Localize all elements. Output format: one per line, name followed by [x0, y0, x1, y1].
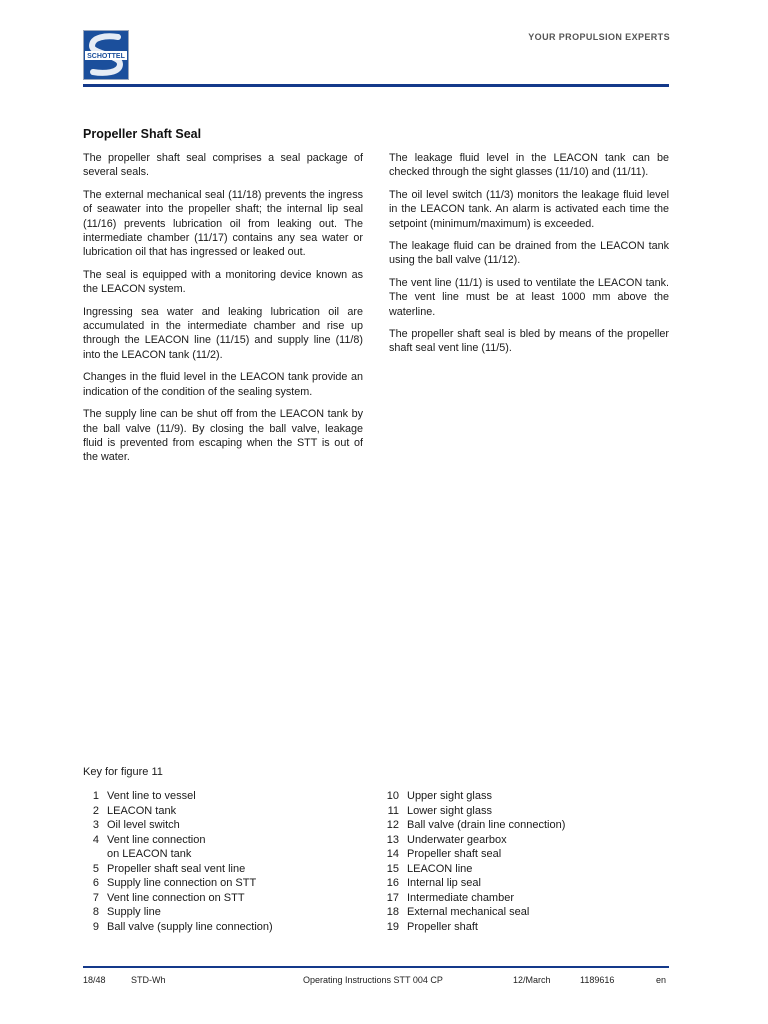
key-number: 14	[386, 848, 399, 860]
key-label: Lower sight glass	[407, 804, 492, 817]
key-label: Supply line connection on STT	[107, 877, 257, 889]
key-item	[383, 920, 673, 935]
key-number: 2	[92, 804, 99, 817]
key-label: Ball valve (drain line connection)	[407, 819, 566, 831]
key-number: 11	[387, 804, 399, 817]
key-item	[83, 818, 373, 833]
key-number: 8	[92, 906, 99, 918]
key-number: 3	[92, 819, 99, 831]
key-label: Oil level switch	[107, 819, 180, 831]
body-paragraph: The oil level switch (11/3) monitors the leakage fluid level in the LEACON tank. An alarm is activated each time the setpoint (minimum/maximum) is exceeded.	[389, 188, 669, 230]
key-label: Vent line to vessel	[107, 790, 196, 802]
key-number: 7	[92, 891, 99, 904]
figure-key-list-right	[383, 789, 673, 934]
key-item	[383, 818, 673, 833]
key-number: 16	[386, 877, 399, 889]
key-number: 1	[92, 790, 99, 802]
key-item	[383, 833, 673, 848]
key-label: Vent line connection on STT	[107, 891, 245, 904]
footer-document-title: Operating Instructions STT 004 CP	[303, 975, 443, 985]
footer-language: en	[656, 975, 667, 985]
key-label: Upper sight glass	[407, 790, 492, 802]
footer-rule	[83, 966, 669, 968]
key-number: 6	[92, 877, 99, 889]
key-number: 19	[386, 920, 399, 933]
footer-code: STD-Wh	[131, 975, 166, 985]
key-label: Intermediate chamber	[407, 891, 514, 904]
key-number: 18	[386, 906, 399, 918]
body-paragraph: Changes in the fluid level in the LEACON tank provide an indication of the condition of the sealing system.	[83, 371, 363, 398]
body-paragraph: The propeller shaft seal comprises a seal package of several seals.	[83, 152, 363, 179]
key-label: Propeller shaft	[407, 920, 478, 933]
key-label: External mechanical seal	[407, 906, 530, 918]
section-title: Propeller Shaft Seal	[83, 127, 202, 141]
body-paragraph: The leakage fluid can be drained from the LEACON tank using the ball valve (11/12).	[389, 240, 669, 267]
key-label: Propeller shaft seal	[407, 848, 502, 860]
key-label: Underwater gearbox	[407, 833, 507, 846]
schottel-logo	[83, 30, 129, 80]
key-number: 12	[386, 819, 399, 831]
key-number: 15	[386, 862, 399, 875]
right-text-column	[389, 151, 669, 364]
key-item	[383, 804, 673, 819]
header-rule	[83, 84, 669, 87]
key-item	[383, 789, 673, 804]
key-item	[383, 891, 673, 906]
header-tagline: YOUR PROPULSION EXPERTS	[528, 32, 670, 42]
key-number: 5	[92, 862, 99, 875]
key-number: 17	[386, 891, 399, 904]
key-item	[383, 905, 673, 920]
key-item	[83, 833, 373, 862]
footer-date: 12/March	[513, 975, 551, 985]
logo-text: SCHOTTEL	[87, 53, 125, 60]
key-label: Internal lip seal	[407, 877, 481, 889]
figure-key-list-left	[83, 789, 373, 934]
body-paragraph: The external mechanical seal (11/18) prevents the ingress of seawater into the propeller shaft; the internal lip seal (11/16) prevents lubrication oil from leaking out. The intermediate chamber (11/17) contains any sea water or lubrication oil that has ingressed or leaked out.	[83, 188, 363, 259]
figure-key-title: Key for figure 11	[83, 766, 163, 778]
key-item	[383, 847, 673, 862]
key-label: LEACON line	[407, 862, 473, 875]
key-item	[83, 905, 373, 920]
body-paragraph: The vent line (11/1) is used to ventilate the LEACON tank. The vent line must be at least 1000 mm above the waterline.	[389, 276, 669, 318]
key-item	[83, 891, 373, 906]
key-number: 9	[92, 920, 99, 933]
body-paragraph: Ingressing sea water and leaking lubrication oil are accumulated in the intermediate chamber and rise up through the LEACON line (11/15) and supply line (11/8) into the LEACON tank (11/2).	[83, 305, 363, 361]
body-paragraph: The propeller shaft seal is bled by means of the propeller shaft seal vent line (11/5).	[389, 328, 669, 355]
key-item	[383, 862, 673, 877]
footer-document-number: 1189616	[580, 975, 615, 985]
key-label: Vent line connection on LEACON tank	[107, 833, 206, 860]
key-number: 4	[92, 833, 99, 846]
left-text-column	[83, 151, 363, 473]
key-item	[83, 789, 373, 804]
key-item	[83, 876, 373, 891]
body-paragraph: The leakage fluid level in the LEACON tank can be checked through the sight glasses (11/10) and (11/11).	[389, 152, 669, 179]
key-label: LEACON tank	[107, 804, 177, 817]
body-paragraph: The supply line can be shut off from the LEACON tank by the ball valve (11/9). By closing the ball valve, leakage fluid is prevented from escaping when the STT is out of the water.	[83, 408, 363, 464]
key-item	[383, 876, 673, 891]
key-label: Propeller shaft seal vent line	[107, 862, 246, 875]
key-number: 10	[386, 790, 399, 802]
key-label: Ball valve (supply line connection)	[107, 920, 273, 933]
key-number: 13	[386, 833, 399, 846]
key-item	[83, 804, 373, 819]
key-item	[83, 862, 373, 877]
key-label: Supply line	[107, 906, 161, 918]
footer-page-number: 18/48	[83, 975, 106, 985]
key-item	[83, 920, 373, 935]
body-paragraph: The seal is equipped with a monitoring device known as the LEACON system.	[83, 268, 363, 296]
